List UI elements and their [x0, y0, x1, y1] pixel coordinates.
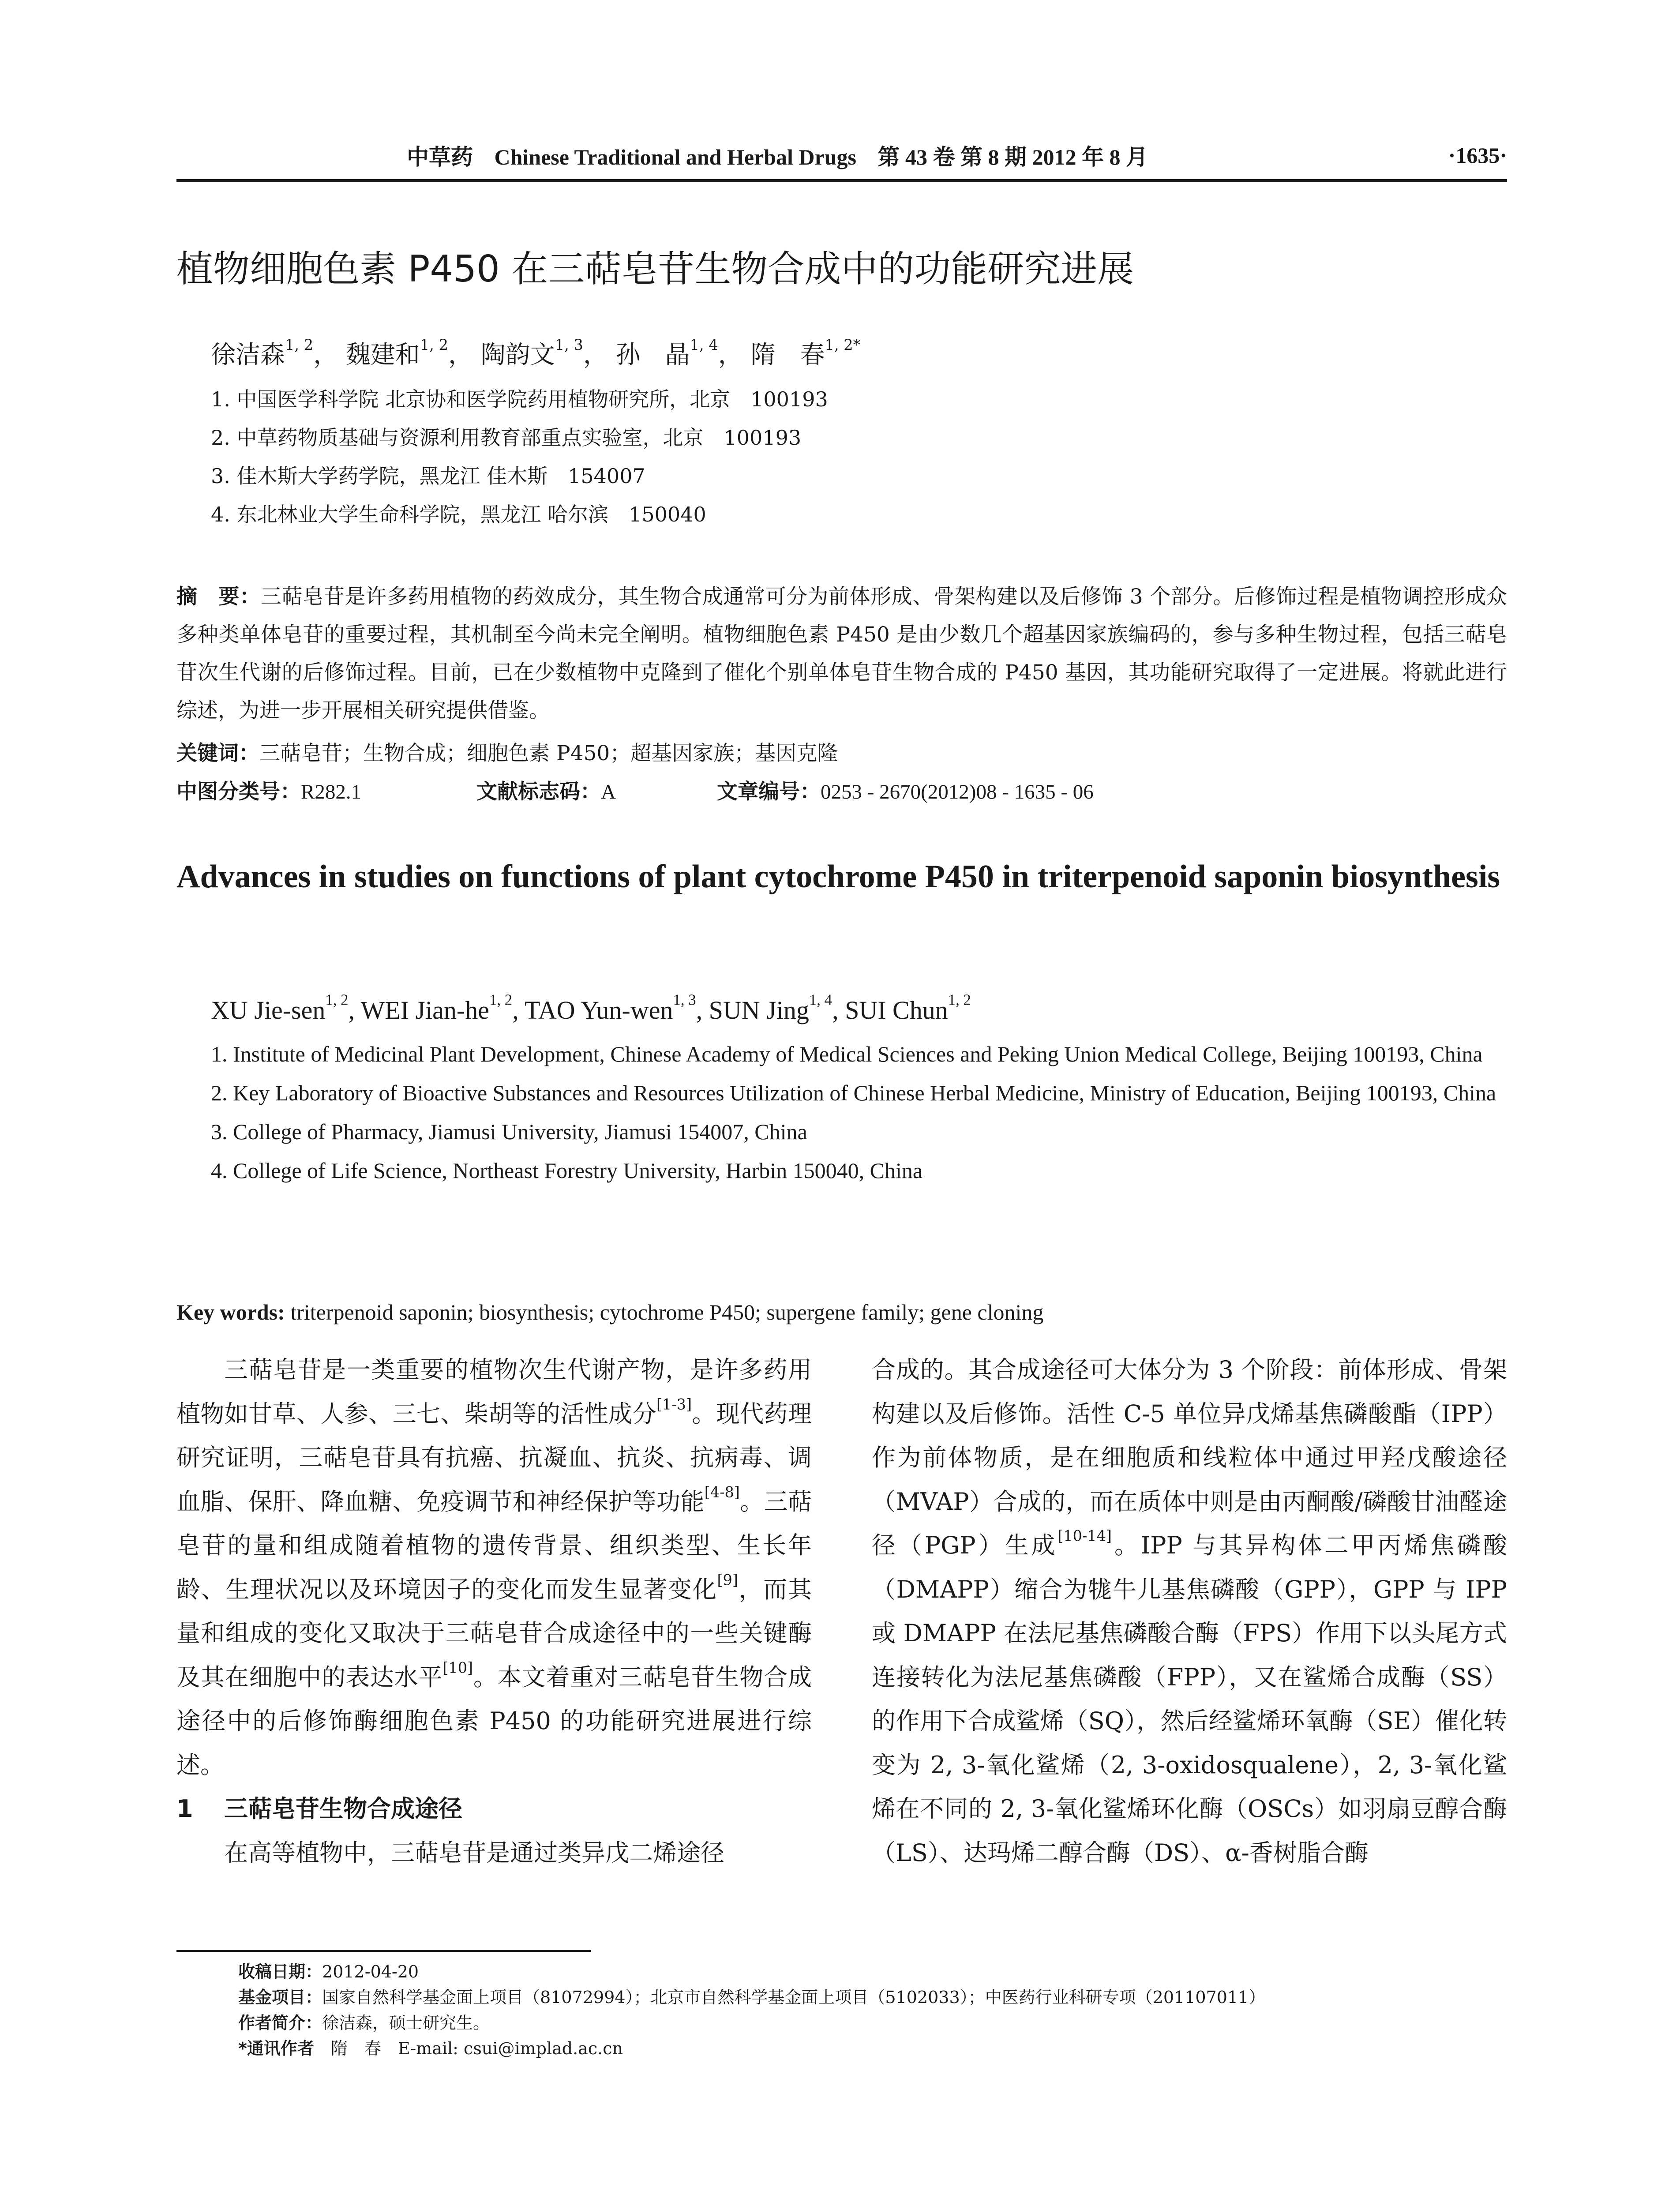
citation: [9] [717, 1571, 738, 1589]
author-en: WEI Jian-he$^{1, 2}$, [360, 991, 525, 1024]
section-title: 三萜皂苷生物合成途径 [224, 1795, 462, 1823]
title-cn: 植物细胞色素 P450 在三萜皂苷生物合成中的功能研究进展 [176, 248, 1134, 290]
title-en: Advances in studies on functions of plant cytochrome P450 in triterpenoid saponin biosynthesis [176, 859, 1500, 895]
keywords-text: 三萜皂苷；生物合成；细胞色素 P450；超基因家族；基因克隆 [259, 741, 838, 765]
classification-line [176, 773, 1094, 811]
author-bio: 作者简介：徐洁森，硕士研究生。 [238, 2013, 490, 2033]
citation: [10] [442, 1659, 473, 1677]
body-paragraph: 三萜皂苷是一类重要的植物次生代谢产物，是许多药用植物如甘草、人参、三七、柴胡等的活性成分[1-3]。现代药理研究证明，三萜皂苷具有抗癌、抗凝血、抗炎、抗病毒、调血脂、保肝、降血糖、免疫调节和神经保护等功能[4-8]。三萜皂苷的量和组成随着植物的遗传背景、组织类型、生长年龄、生理状况以及环境因子的变化而发生显著变化[9]，而其量和组成的变化又取决于三萜皂苷合成途径中的一些关键酶及其在细胞中的表达水平[10]。本文着重对三萜皂苷生物合成途径中的后修饰酶细胞色素 P450 的功能研究进展进行综述。 [176, 1356, 812, 1779]
footnote-rule [176, 1950, 591, 1952]
citation: [10-14] [1058, 1527, 1112, 1545]
keywords-en-label: Key words: [176, 1300, 285, 1324]
article-number: 文章编号：0253 - 2670(2012)08 - 1635 - 06 [717, 780, 1094, 804]
affiliation-cn: 2. 中草药物质基础与资源利用教育部重点实验室，北京 100193 [211, 426, 802, 450]
clc-code: 中图分类号：R282.1 [176, 780, 362, 804]
affiliation-cn: 3. 佳木斯大学药学院，黑龙江 佳木斯 154007 [211, 464, 645, 488]
body-paragraph: 合成的。其合成途径可大体分为 3 个阶段：前体形成、骨架构建以及后修饰。活性 C-5 单位异戊烯基焦磷酸酯（IPP）作为前体物质，是在细胞质和线粒体中通过甲羟戊酸途径（MVAP）合成的，而在质体中则是由丙酮酸/磷酸甘油醛途径（PGP）生成[10-14]。IPP 与其异构体二甲丙烯焦磷酸（DMAPP）缩合为牻牛儿基焦磷酸（GPP），GPP 与 IPP 或 DMAPP 在法尼基焦磷酸合酶（FPS）作用下以头尾方式连接转化为法尼基焦磷酸（FPP），又在鲨烯合成酶（SS）的作用下合成鲨烯（SQ），然后经鲨烯环氧酶（SE）催化转变为 2, 3-氧化鲨烯（2, 3-oxidosqualene），2, 3-氧化鲨烯在不同的 2, 3-氧化鲨烯环化酶（OSCs）如羽扇豆醇合酶（LS）、达玛烯二醇合酶（DS）、α-香树脂合酶 [872, 1356, 1507, 1867]
keywords-en [176, 1293, 1043, 1332]
affiliations-en [211, 1035, 1512, 1190]
author-cn: 陶韵文$^{1, 3}$， [480, 336, 608, 369]
header-rule [176, 179, 1507, 182]
body-paragraph: 在高等植物中，三萜皂苷是通过类异戊二烯途径 [224, 1838, 724, 1867]
keywords-en-text: triterpenoid saponin; biosynthesis; cytochrome P450; supergene family; gene cloning [285, 1300, 1044, 1324]
section-heading [176, 1787, 812, 1831]
authors-en [211, 990, 971, 1030]
running-header [176, 138, 1507, 173]
abstract-text: 三萜皂苷是许多药用植物的药效成分，其生物合成通常可分为前体形成、骨架构建以及后修饰 3 个部分。后修饰过程是植物调控形成众多种类单体皂苷的重要过程，其机制至今尚未完全阐明。植物细胞色素 P450 是由少数几个超基因家族编码的，参与多种生物过程，包括三萜皂苷次生代谢的后修饰过程。目前，已在少数植物中克隆到了催化个别单体皂苷生物合成的 P450 基因，其功能研究取得了一定进展。将就此进行综述，为进一步开展相关研究提供借鉴。 [176, 585, 1508, 723]
affiliation-en: 4. College of Life Science, Northeast Forestry University, Harbin 150040, China [211, 1158, 923, 1183]
affiliation-en: 3. College of Pharmacy, Jiamusi University, Jiamusi 154007, China [211, 1119, 807, 1144]
author-en: XU Jie-sen$^{1, 2}$, [211, 991, 361, 1024]
citation: [1-3] [656, 1396, 692, 1413]
affiliation-en: 2. Key Laboratory of Bioactive Substances and Resources Utilization of Chinese Herbal Medicine, Ministry of Education, Beijing 100193, China [211, 1080, 1496, 1105]
received-date: 收稿日期：2012-04-20 [238, 1962, 419, 1981]
journal-name-cn: 中草药 [407, 144, 473, 170]
page-number: ·1635· [1448, 143, 1507, 168]
keywords-label: 关键词： [176, 741, 259, 765]
section-number: 1 [176, 1795, 193, 1823]
author-en: SUI Chun$^{1, 2}$ [845, 991, 971, 1024]
abstract-cn [176, 578, 1507, 730]
citation: [4-8] [704, 1483, 740, 1501]
author-en: TAO Yun-wen$^{1, 3}$, [525, 991, 709, 1024]
document-code: 文献标志码：A [476, 780, 616, 804]
affiliation-en: 1. Institute of Medicinal Plant Development, Chinese Academy of Medical Sciences and Peking Union Medical College, Beijing 100193, China [211, 1042, 1483, 1066]
header-journal-info [407, 139, 1164, 171]
author-cn: 隋 春$^{1, 2*}$ [750, 336, 861, 369]
author-cn: 孙 晶$^{1, 4}$， [615, 336, 743, 369]
issue-info: 第 43 卷 第 8 期 2012 年 8 月 [878, 145, 1148, 169]
corresponding-author: *通讯作者 隋 春 E-mail: csui@implad.ac.cn [238, 2039, 623, 2058]
journal-name-en: Chinese Traditional and Herbal Drugs [494, 145, 856, 169]
authors-cn [211, 338, 860, 373]
fund-info: 基金项目：国家自然科学基金面上项目（81072994）；北京市自然科学基金面上项目（5102033）；中医药行业科研专项（201107011） [238, 1988, 1266, 2007]
affiliations-cn [211, 380, 828, 534]
body-column-left [176, 1348, 812, 1875]
author-cn: 魏建和$^{1, 2}$， [345, 336, 473, 369]
body-column-right [872, 1348, 1507, 1875]
affiliation-cn: 1. 中国医学科学院 北京协和医学院药用植物研究所，北京 100193 [211, 387, 828, 411]
keywords-cn [176, 735, 838, 773]
affiliation-cn: 4. 东北林业大学生命科学院，黑龙江 哈尔滨 150040 [211, 503, 706, 526]
author-cn: 徐洁森$^{1, 2}$， [211, 336, 338, 369]
abstract-label: 摘 要： [176, 585, 261, 609]
author-en: SUN Jing$^{1, 4}$, [709, 991, 845, 1024]
footnotes [238, 1959, 1265, 2061]
